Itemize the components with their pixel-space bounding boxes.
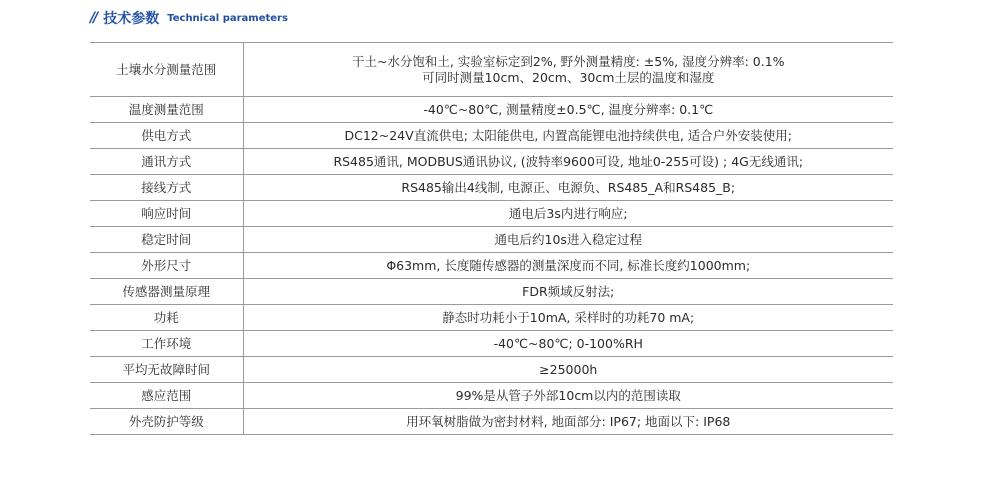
table-row [90,201,893,227]
section-title-en: Technical parameters [167,12,288,24]
spec-label: 通讯方式 [90,149,243,175]
table-row [90,175,893,201]
spec-label: 功耗 [90,305,243,331]
spec-label: 外形尺寸 [90,253,243,279]
spec-label: 土壤水分测量范围 [90,43,243,97]
spec-value: 通电后3s内进行响应; [508,205,628,221]
spec-label: 平均无故障时间 [90,357,243,383]
table-row [90,43,893,97]
table-row [90,227,893,253]
spec-table [90,42,893,435]
table-row [90,149,893,175]
spec-label: 工作环境 [90,331,243,357]
spec-value: -40℃~80℃, 测量精度±0.5℃, 温度分辨率: 0.1℃ [423,101,714,117]
spec-label: 感应范围 [90,383,243,409]
section-title-cn: 技术参数 [103,11,160,27]
double-slash-icon: // [90,10,97,26]
spec-value-line: 干土~水分饱和土, 实验室标定到2%, 野外测量精度: ±5%, 湿度分辨率: 0.1% [351,53,785,69]
table-row [90,357,893,383]
spec-label: 传感器测量原理 [90,279,243,305]
spec-value: ≥25000h [539,361,598,377]
spec-label: 响应时间 [90,201,243,227]
table-row [90,383,893,409]
spec-label: 温度测量范围 [90,97,243,123]
spec-value: RS485通讯, MODBUS通讯协议, (波特率9600可设, 地址0-255可设) ; 4G无线通讯; [333,153,804,169]
spec-value: FDR频域反射法; [522,283,615,299]
spec-value-line: 可同时测量10cm、20cm、30cm土层的温度和湿度 [422,69,715,85]
spec-label: 接线方式 [90,175,243,201]
table-row [90,279,893,305]
table-row [90,123,893,149]
spec-value: -40℃~80℃; 0-100%RH [493,335,643,351]
spec-value: 99%是从管子外部10cm以内的范围读取 [455,387,681,403]
spec-value: 用环氧树脂做为密封材料, 地面部分: IP67; 地面以下: IP68 [406,413,731,429]
spec-value: RS485输出4线制, 电源正、电源负、RS485_A和RS485_B; [401,179,736,195]
table-row [90,305,893,331]
table-row [90,253,893,279]
spec-value: DC12~24V直流供电; 太阳能供电, 内置高能锂电池持续供电, 适合户外安装使用; [344,127,792,143]
table-row [90,331,893,357]
section-header [90,7,288,29]
spec-value: 静态时功耗小于10mA, 采样时的功耗70 mA; [442,309,695,325]
spec-label: 外壳防护等级 [90,409,243,435]
spec-value: 通电后约10s进入稳定过程 [494,231,642,247]
spec-value [243,43,893,97]
spec-value: Φ63mm, 长度随传感器的测量深度而不同, 标准长度约1000mm; [386,257,751,273]
table-row [90,97,893,123]
spec-label: 稳定时间 [90,227,243,253]
spec-label: 供电方式 [90,123,243,149]
table-row [90,409,893,435]
